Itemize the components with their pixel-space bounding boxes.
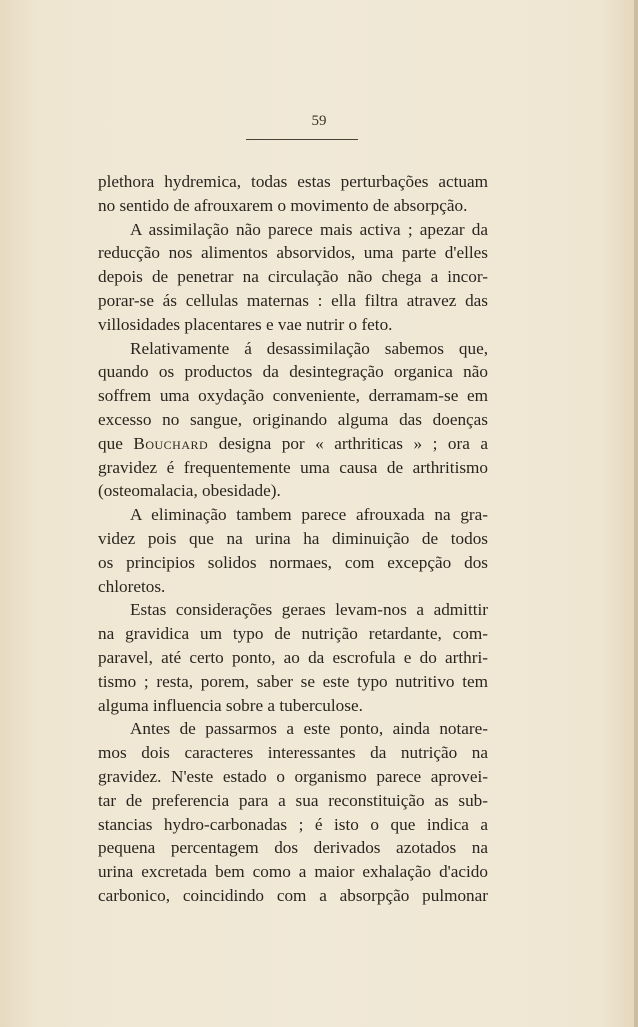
page-number: 59 — [311, 113, 327, 129]
text-line: plethora hydremica, todas estas perturbações actuam — [98, 172, 488, 191]
text-line: alguma influencia sobre a tuberculose. — [98, 695, 363, 715]
text-line: Relativamente á desassimilação sabemos que, — [130, 338, 488, 358]
text-line: soffrem uma oxydação conveniente, derramam-se em — [98, 386, 488, 406]
text-line: excesso no sangue, originando alguma das doenças — [98, 409, 488, 429]
text-line: (osteomalacia, obesidade). — [98, 481, 281, 501]
text-line: urina excretada bem como a maior exhalação d'acido — [98, 862, 488, 882]
text-line: stancias hydro-carbonadas ; é isto o que indica a — [98, 814, 488, 834]
page-edge — [634, 0, 638, 1027]
author-name: Bouchard — [133, 433, 209, 453]
text-line: gravidez é frequentemente uma causa de arthritismo — [98, 457, 488, 477]
text-line: Antes de passarmos a este ponto, ainda notare- — [130, 719, 488, 739]
text-line: A eliminação tambem parece afrouxada na gra- — [130, 505, 488, 525]
text-line: tar de preferencia para a sua reconstituição as sub- — [98, 790, 488, 810]
body-text — [98, 170, 488, 908]
text-line: no sentido de afrouxarem o movimento de absorpção. — [98, 195, 468, 215]
text-line: chloretos. — [98, 576, 166, 596]
text-line: carbonico, coincidindo com a absorpção pulmonar — [98, 885, 488, 905]
text-line: paravel, até certo ponto, ao da escrofula e do arthri- — [98, 647, 488, 667]
text-line: porar-se ás cellulas maternas : ella filtra atravez das — [98, 290, 488, 310]
header-rule — [246, 139, 358, 140]
text-line: videz pois que na urina ha diminuição de todos — [98, 528, 488, 548]
text-line: depois de penetrar na circulação não chega a incor- — [98, 267, 488, 287]
text-line: quando os productos da desintegração organica não — [98, 362, 488, 382]
text-line: pequena percentagem dos derivados azotados na — [98, 838, 488, 858]
text-line: A assimilação não parece mais activa ; apezar da — [130, 219, 488, 239]
text-line: villosidades placentares e vae nutrir o feto. — [98, 314, 393, 334]
text-line: os principios solidos normaes, com excepção dos — [98, 552, 488, 572]
text-line — [98, 432, 488, 456]
text-fragment: designa por « arthriticas » ; ora a — [218, 433, 489, 453]
text-line: mos dois caracteres interessantes da nutrição na — [98, 743, 488, 763]
text-line: Estas considerações geraes levam-nos a admittir — [130, 600, 488, 620]
text-line: gravidez. N'este estado o organismo parece aprovei- — [98, 766, 488, 786]
text-line: tismo ; resta, porem, saber se este typo nutritivo tem — [98, 671, 488, 691]
text-fragment: que — [98, 433, 123, 453]
text-line: na gravidica um typo de nutrição retardante, com- — [98, 624, 488, 644]
text-line: reducção nos alimentos absorvidos, uma parte d'elles — [98, 243, 488, 263]
